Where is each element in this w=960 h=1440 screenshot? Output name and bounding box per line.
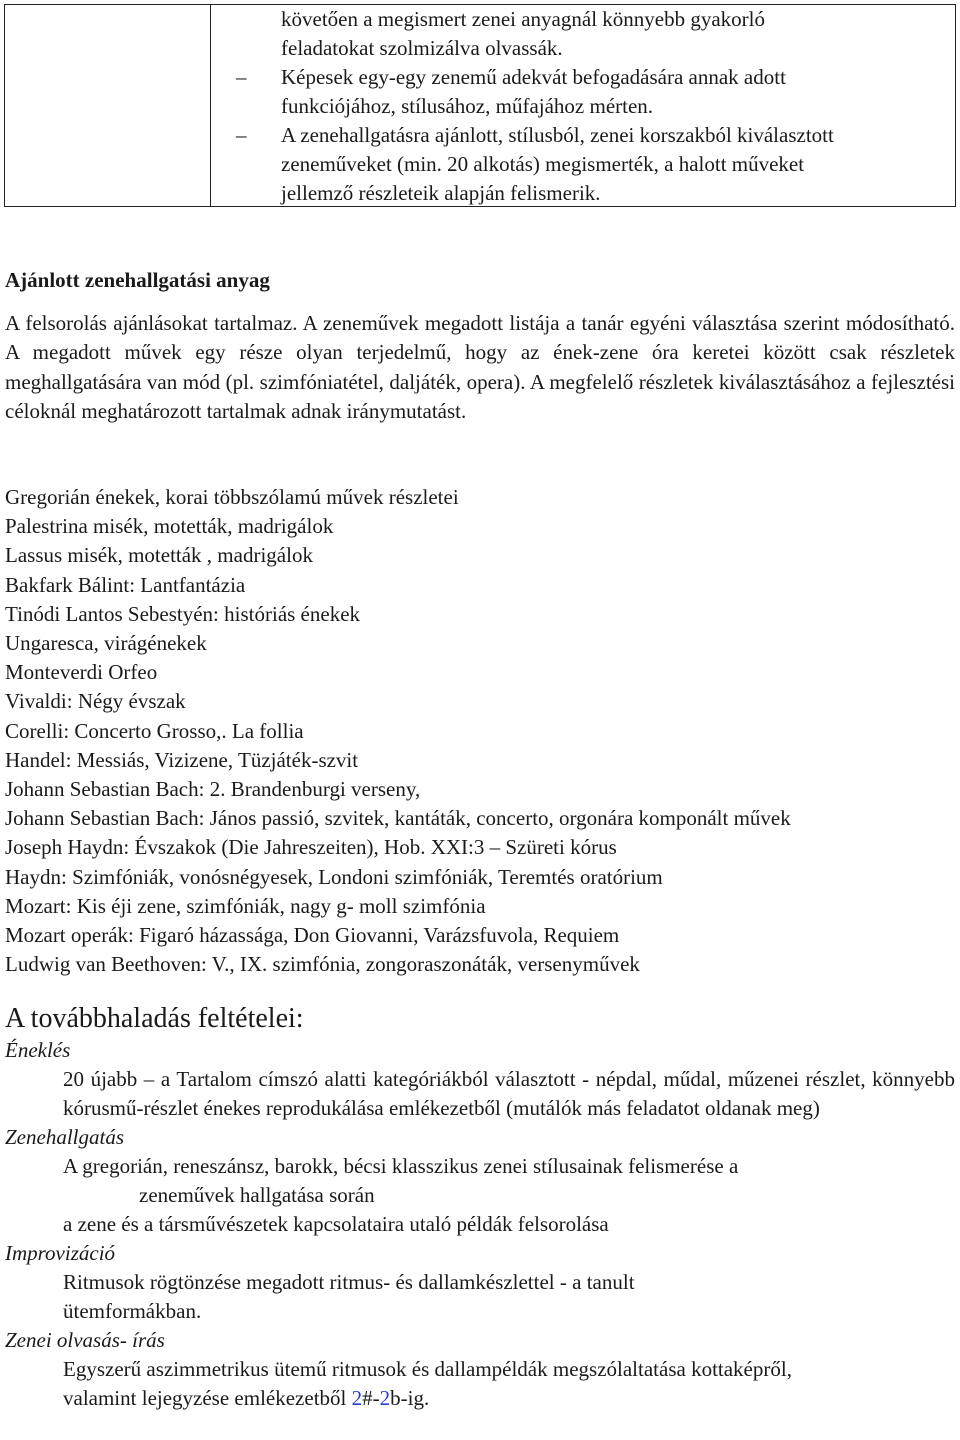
work-item: Johann Sebastian Bach: 2. Brandenburgi verseny, (5, 777, 421, 802)
work-item: Palestrina misék, motetták, madrigálok (5, 514, 334, 539)
table-text-line: jellemző részleteik alapján felismerik. (281, 181, 601, 205)
work-item: Lassus misék, motetták , madrigálok (5, 543, 313, 568)
work-item: Ludwig van Beethoven: V., IX. szimfónia, zongoraszonáták, versenyművek (5, 952, 640, 977)
listening-requirement-2: a zene és a társművészetek kapcsolataira utaló példák felsorolása (63, 1212, 609, 1236)
work-item: Corelli: Concerto Grosso,. La follia (5, 718, 304, 743)
reading-text: #- (362, 1386, 380, 1410)
improvisation-line: ütemformákban. (63, 1299, 202, 1323)
dash-bullet-icon: – (236, 65, 247, 89)
work-item: Bakfark Bálint: Lantfantázia (5, 572, 246, 597)
listening-line: A gregorián, reneszánsz, barokk, bécsi klasszikus zenei stílusainak felismerése a (63, 1154, 739, 1178)
recommended-section (5, 268, 955, 293)
progress-title: A továbbhaladás feltételei: (5, 1003, 304, 1034)
work-item: Mozart: Kis éji zene, szimfóniák, nagy g- moll szimfónia (5, 893, 486, 918)
work-item: Ungaresca, virágénekek (5, 631, 207, 656)
category-label-singing: Éneklés (5, 1038, 71, 1062)
work-item: Vivaldi: Négy évszak (5, 689, 186, 714)
table-text-line: A zenehallgatásra ajánlott, stílusból, zenei korszakból kiválasztott (281, 123, 834, 147)
intro-paragraph: A felsorolás ajánlásokat tartalmaz. A zeneművek megadott listája a tanár egyéni választása szerint módosítható. A megadott művek egy része olyan terjedelmű, hogy az ének-zene óra keretei között csak részletek meghallgatására van mód (pl. szimfóniatétel, daljáték, opera). A megfelelő részletek kiválasztásához a fejlesztési céloknál meghatározott tartalmak adnak iránymutatást. (5, 311, 955, 423)
bullet-item (212, 63, 947, 121)
reading-text: b-ig. (390, 1386, 430, 1410)
reading-line: Egyszerű aszimmetrikus ütemű ritmusok és dallampéldák megszólaltatása kottaképről, (63, 1357, 792, 1381)
table-text-line: Képesek egy-egy zenemű adekvát befogadására annak adott (281, 65, 786, 89)
reading-number: 2 (351, 1386, 363, 1410)
reading-text: valamint lejegyzése emlékezetből (63, 1386, 352, 1410)
category-label-improvisation: Improvizáció (5, 1241, 116, 1265)
table-text-line: feladatokat szolmizálva olvassák. (281, 36, 563, 60)
section-heading: Ajánlott zenehallgatási anyag (5, 268, 270, 292)
work-item: Mozart operák: Figaró házassága, Don Giovanni, Varázsfuvola, Requiem (5, 923, 620, 948)
work-item: Monteverdi Orfeo (5, 660, 158, 685)
reading-line (63, 1384, 955, 1413)
work-item: Haydn: Szimfóniák, vonósnégyesek, Londoni szimfóniák, Teremtés oratórium (5, 864, 663, 889)
reading-number: 2 (379, 1386, 391, 1410)
table-text-line: funkciójához, stílusához, műfajához mérten. (281, 94, 654, 118)
singing-requirement: 20 újabb – a Tartalom címszó alatti kategóriákból választott - népdal, műdal, műzenei részlet, könnyebb kórusmű-részlet énekes reprodukálása emlékezetből (mutálók más feladatot oldanak meg) (63, 1067, 955, 1120)
table-text-line: zeneműveket (min. 20 alkotás) megismerték, a halott műveket (281, 152, 805, 176)
improvisation-line: Ritmusok rögtönzése megadott ritmus- és dallamkészlettel - a tanult (63, 1270, 635, 1294)
recommended-intro (5, 309, 955, 426)
category-label-reading: Zenei olvasás- írás (5, 1328, 165, 1352)
works-list (5, 483, 955, 979)
progress-section (5, 1003, 955, 1035)
dash-bullet-icon: – (236, 123, 247, 147)
listening-line: zeneművek hallgatása során (139, 1183, 375, 1207)
progress-categories (5, 1036, 955, 1413)
works-list-container (5, 483, 955, 979)
table-content-cell (212, 5, 947, 208)
work-item: Tinódi Lantos Sebestyén: históriás énekek (5, 601, 361, 626)
work-item: Joseph Haydn: Évszakok (Die Jahreszeiten), Hob. XXI:3 – Szüreti kórus (5, 835, 617, 860)
category-label-listening: Zenehallgatás (5, 1125, 124, 1149)
table-text-line: követően a megismert zenei anyagnál könnyebb gyakorló (281, 7, 766, 31)
bullet-item (212, 121, 947, 208)
table-column-divider (210, 5, 211, 206)
work-item: Gregorián énekek, korai többszólamú művek részletei (5, 485, 459, 509)
work-item: Johann Sebastian Bach: János passió, szvitek, kantáták, concerto, orgonára komponált művek (5, 806, 791, 831)
listening-requirement-1 (63, 1152, 955, 1210)
work-item: Handel: Messiás, Vizizene, Tüzjáték-szvit (5, 747, 359, 772)
